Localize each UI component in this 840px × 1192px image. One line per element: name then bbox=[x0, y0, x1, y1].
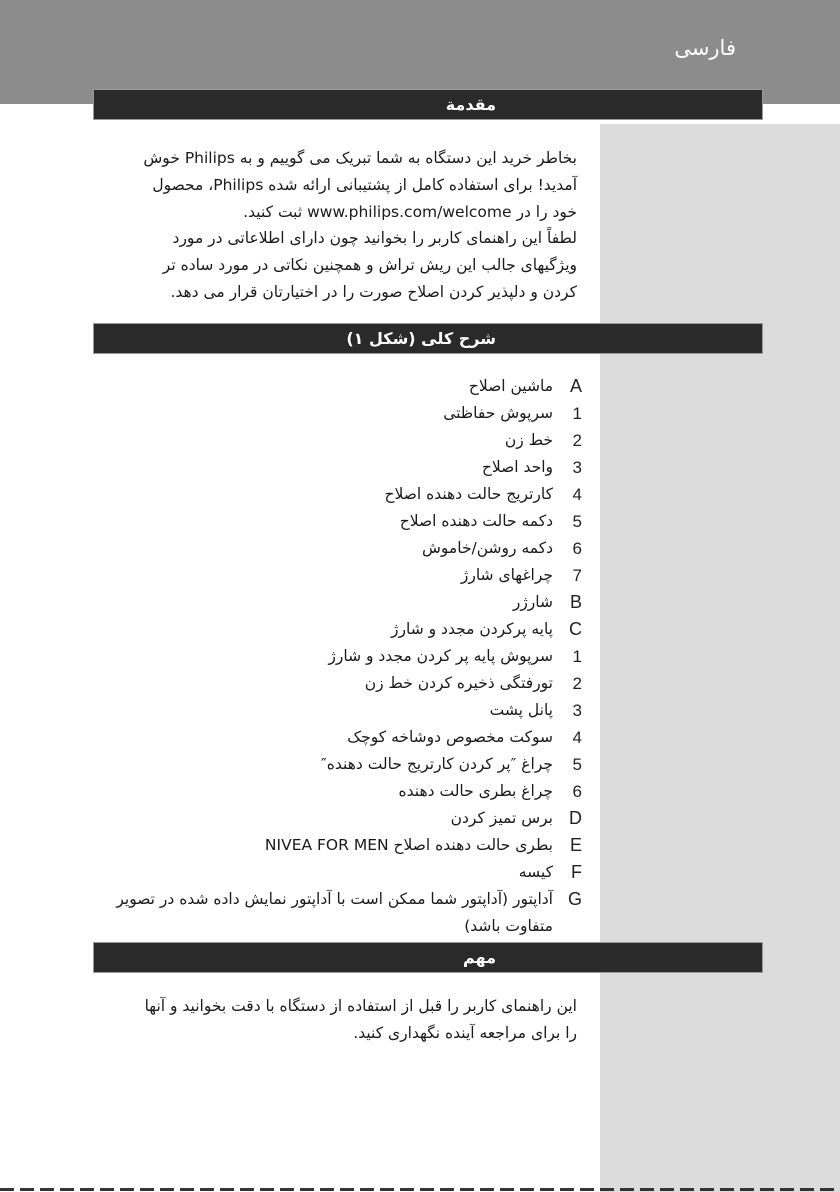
list-item bbox=[100, 589, 582, 616]
intro-line: لطفاً این راهنمای کاربر را بخوانید چون دارای اطلاعاتی در مورد bbox=[172, 229, 577, 248]
item-code: D bbox=[569, 808, 582, 828]
list-item bbox=[100, 886, 582, 940]
item-code: 6 bbox=[572, 539, 582, 558]
list-item bbox=[100, 751, 582, 778]
item-text: چراغهای شارژ bbox=[460, 566, 553, 584]
item-text: واحد اصلاح bbox=[481, 458, 553, 476]
item-text: دکمه حالت دهنده اصلاح bbox=[399, 512, 553, 530]
list-item bbox=[100, 832, 582, 859]
item-code: 1 bbox=[572, 647, 582, 666]
item-code: 4 bbox=[572, 485, 582, 504]
list-item bbox=[100, 859, 582, 886]
important-paragraph bbox=[100, 993, 577, 1047]
item-text: کیسه bbox=[518, 863, 553, 881]
intro-line: خود را در www.philips.com/welcome ثبت کنید. bbox=[243, 202, 577, 221]
item-code: 1 bbox=[572, 404, 582, 423]
item-code: 6 bbox=[572, 782, 582, 801]
section-bar-overview bbox=[93, 323, 763, 354]
item-text: بطری حالت دهنده اصلاح NIVEA FOR MEN bbox=[264, 836, 553, 854]
item-code: G bbox=[567, 889, 582, 909]
item-code: C bbox=[569, 619, 582, 639]
item-text: شارژر bbox=[512, 593, 553, 611]
list-item bbox=[100, 373, 582, 400]
intro-line: کردن و دلپذیر کردن اصلاح صورت را در اختیارتان قرار می دهد. bbox=[170, 282, 577, 301]
item-text: چراغ بطری حالت دهنده bbox=[398, 782, 553, 800]
item-code: 2 bbox=[572, 431, 582, 450]
item-code: 7 bbox=[572, 566, 582, 585]
item-code: 3 bbox=[572, 701, 582, 720]
important-line: این راهنمای کاربر را قبل از استفاده از دستگاه با دقت بخوانید و آنها bbox=[144, 997, 577, 1015]
item-text: تورفتگی ذخیره کردن خط زن bbox=[364, 674, 553, 692]
item-code: 2 bbox=[572, 674, 582, 693]
item-text: سرپوش پایه پر کردن مجدد و شارژ bbox=[328, 647, 553, 665]
intro-line: بخاطر خرید این دستگاه به شما تبریک می گوییم و به Philips خوش bbox=[143, 149, 577, 167]
language-label: فارسی bbox=[674, 36, 736, 60]
item-text: سوکت مخصوص دوشاخه کوچک bbox=[347, 728, 553, 746]
item-code: F bbox=[571, 862, 582, 882]
item-code: A bbox=[569, 376, 582, 396]
item-code: E bbox=[569, 835, 582, 855]
list-item bbox=[100, 400, 582, 427]
item-text: دکمه روشن/خاموش bbox=[422, 539, 553, 557]
list-item bbox=[100, 697, 582, 724]
list-item bbox=[100, 643, 582, 670]
list-item bbox=[100, 481, 582, 508]
list-item bbox=[100, 535, 582, 562]
important-line: را برای مراجعه آینده نگهداری کنید. bbox=[353, 1023, 577, 1042]
list-item bbox=[100, 670, 582, 697]
list-item bbox=[100, 562, 582, 589]
list-item bbox=[100, 778, 582, 805]
crop-marks bbox=[0, 1188, 840, 1191]
list-item bbox=[100, 724, 582, 751]
item-code: 5 bbox=[572, 512, 582, 531]
item-text: برس تمیز کردن bbox=[450, 809, 553, 827]
item-text: سرپوش حفاظتی bbox=[443, 404, 553, 422]
item-text: آداپتور (آداپتور شما ممکن است با آداپتور نمایش داده شده در تصویر متفاوت باشد) bbox=[116, 890, 553, 935]
item-text: چراغ ″پر کردن کارتریج حالت دهنده″ bbox=[320, 755, 553, 773]
item-text: پایه پرکردن مجدد و شارژ bbox=[391, 620, 553, 638]
item-code: B bbox=[569, 592, 582, 612]
section-bar-important bbox=[93, 942, 763, 973]
list-item bbox=[100, 427, 582, 454]
list-item bbox=[100, 805, 582, 832]
margin-band bbox=[600, 124, 840, 1192]
item-code: 3 bbox=[572, 458, 582, 477]
section-bar-intro bbox=[93, 89, 763, 120]
list-item bbox=[100, 454, 582, 481]
item-text: کارتریج حالت دهنده اصلاح bbox=[384, 485, 553, 503]
item-code: 5 bbox=[572, 755, 582, 774]
item-text: ماشین اصلاح bbox=[468, 377, 553, 395]
section-title-overview: شرح کلی (شکل ۱) bbox=[346, 329, 496, 348]
overview-list bbox=[100, 373, 582, 940]
intro-line: ویژگیهای جالب این ریش تراش و همچنین نکاتی در مورد ساده تر bbox=[162, 256, 577, 275]
item-text: پانل پشت bbox=[489, 701, 553, 719]
item-code: 4 bbox=[572, 728, 582, 747]
intro-line: آمدید! برای استفاده کامل از پشتیبانی ارائه شده Philips، محصول bbox=[152, 175, 577, 194]
section-title-important: مهم bbox=[462, 948, 496, 967]
list-item bbox=[100, 508, 582, 535]
list-item bbox=[100, 616, 582, 643]
item-text: خط زن bbox=[504, 431, 553, 449]
section-title-intro: مقدمة bbox=[445, 95, 496, 114]
intro-paragraph bbox=[100, 145, 577, 306]
